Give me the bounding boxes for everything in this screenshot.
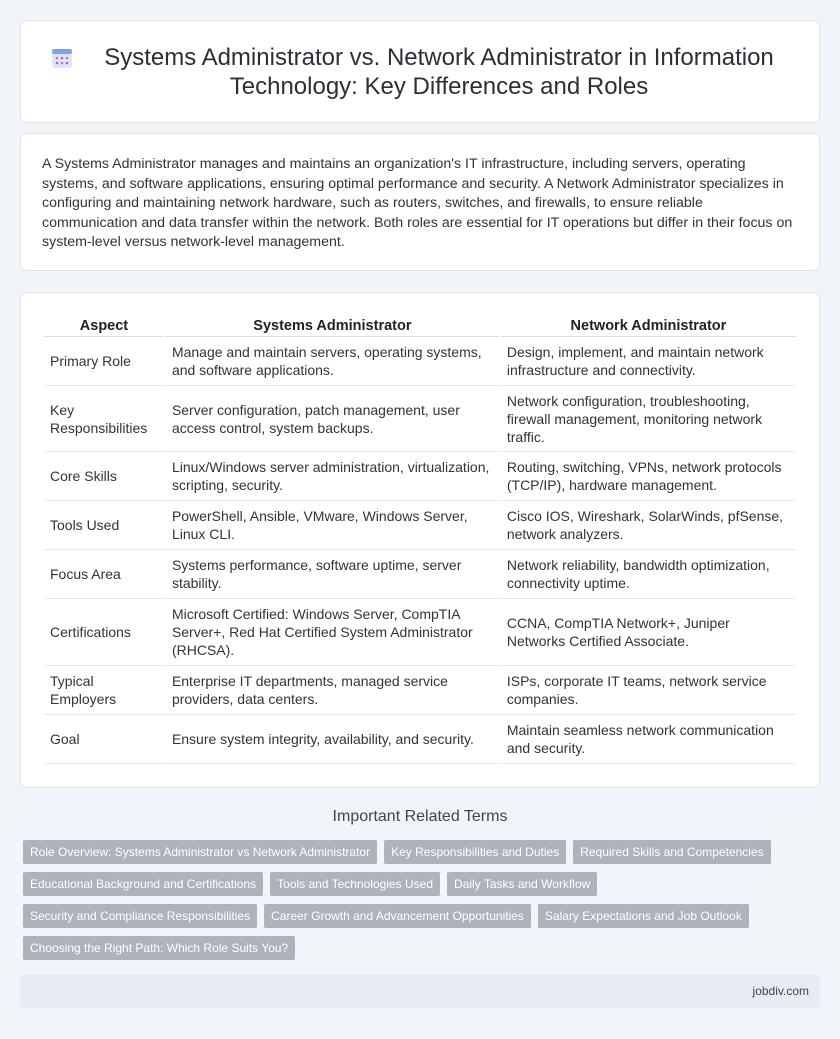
table-row	[44, 550, 796, 599]
cell-systems-administrator: Ensure system integrity, availability, and security.	[166, 715, 499, 764]
cell-aspect: Key Responsibilities	[44, 386, 164, 452]
calendar-grid-icon	[51, 47, 73, 69]
cell-systems-administrator: Microsoft Certified: Windows Server, CompTIA Server+, Red Hat Certified System Administrator (RHCSA).	[166, 599, 499, 666]
cell-aspect: Goal	[44, 715, 164, 764]
comparison-table-card	[20, 292, 820, 788]
cell-network-administrator: Network configuration, troubleshooting, firewall management, monitoring network traffic.	[501, 386, 796, 452]
cell-systems-administrator: Manage and maintain servers, operating systems, and software applications.	[166, 337, 499, 386]
cell-network-administrator: Cisco IOS, Wireshark, SolarWinds, pfSense, network analyzers.	[501, 501, 796, 550]
related-term-tag[interactable]: Choosing the Right Path: Which Role Suits You?	[23, 936, 295, 960]
footer-site-link[interactable]: jobdiv.com	[752, 984, 809, 998]
page-title: Systems Administrator vs. Network Administrator in Information Technology: Key Differences and Roles	[104, 43, 774, 100]
cell-systems-administrator: Systems performance, software uptime, server stability.	[166, 550, 499, 599]
related-term-tag[interactable]: Career Growth and Advancement Opportunities	[264, 904, 531, 928]
column-header-aspect: Aspect	[44, 313, 164, 337]
related-term-tag[interactable]: Role Overview: Systems Administrator vs Network Administrator	[23, 840, 377, 864]
related-term-tag[interactable]: Tools and Technologies Used	[270, 872, 440, 896]
table-row	[44, 715, 796, 764]
table-row	[44, 599, 796, 666]
cell-network-administrator: CCNA, CompTIA Network+, Juniper Networks Certified Associate.	[501, 599, 796, 666]
table-row	[44, 386, 796, 452]
cell-aspect: Primary Role	[44, 337, 164, 386]
cell-aspect: Tools Used	[44, 501, 164, 550]
related-terms-list	[23, 840, 817, 960]
related-term-tag[interactable]: Required Skills and Competencies	[573, 840, 770, 864]
related-term-tag[interactable]: Key Responsibilities and Duties	[384, 840, 566, 864]
cell-network-administrator: ISPs, corporate IT teams, network service companies.	[501, 666, 796, 715]
header-card	[20, 20, 820, 123]
cell-aspect: Focus Area	[44, 550, 164, 599]
intro-paragraph: A Systems Administrator manages and maintains an organization's IT infrastructure, including servers, operating systems, and software applications, ensuring optimal performance and security. A Network Administrator specializes in configuring and maintaining network hardware, such as routers, switches, and firewalls, to ensure reliable communication and data transfer within the network. Both roles are essential for IT operations but differ in their focus on system-level versus network-level management.	[42, 156, 793, 250]
cell-systems-administrator: Linux/Windows server administration, virtualization, scripting, security.	[166, 452, 499, 501]
cell-network-administrator: Design, implement, and maintain network infrastructure and connectivity.	[501, 337, 796, 386]
table-row	[44, 452, 796, 501]
cell-aspect: Core Skills	[44, 452, 164, 501]
cell-network-administrator: Network reliability, bandwidth optimization, connectivity uptime.	[501, 550, 796, 599]
table-row	[44, 337, 796, 386]
table-row	[44, 501, 796, 550]
cell-systems-administrator: Enterprise IT departments, managed service providers, data centers.	[166, 666, 499, 715]
related-term-tag[interactable]: Daily Tasks and Workflow	[447, 872, 597, 896]
cell-systems-administrator: PowerShell, Ansible, VMware, Windows Server, Linux CLI.	[166, 501, 499, 550]
footer	[20, 975, 820, 1008]
intro-card	[20, 133, 820, 271]
cell-aspect: Certifications	[44, 599, 164, 666]
related-term-tag[interactable]: Security and Compliance Responsibilities	[23, 904, 257, 928]
cell-network-administrator: Routing, switching, VPNs, network protocols (TCP/IP), hardware management.	[501, 452, 796, 501]
cell-network-administrator: Maintain seamless network communication and security.	[501, 715, 796, 764]
related-terms-heading: Important Related Terms	[332, 808, 508, 825]
column-header-network-administrator: Network Administrator	[501, 313, 796, 337]
related-term-tag[interactable]: Educational Background and Certifications	[23, 872, 263, 896]
column-header-systems-administrator: Systems Administrator	[166, 313, 499, 337]
related-term-tag[interactable]: Salary Expectations and Job Outlook	[538, 904, 749, 928]
table-header-row	[44, 313, 796, 337]
cell-aspect: Typical Employers	[44, 666, 164, 715]
cell-systems-administrator: Server configuration, patch management, user access control, system backups.	[166, 386, 499, 452]
table-row	[44, 666, 796, 715]
comparison-table	[42, 313, 798, 764]
